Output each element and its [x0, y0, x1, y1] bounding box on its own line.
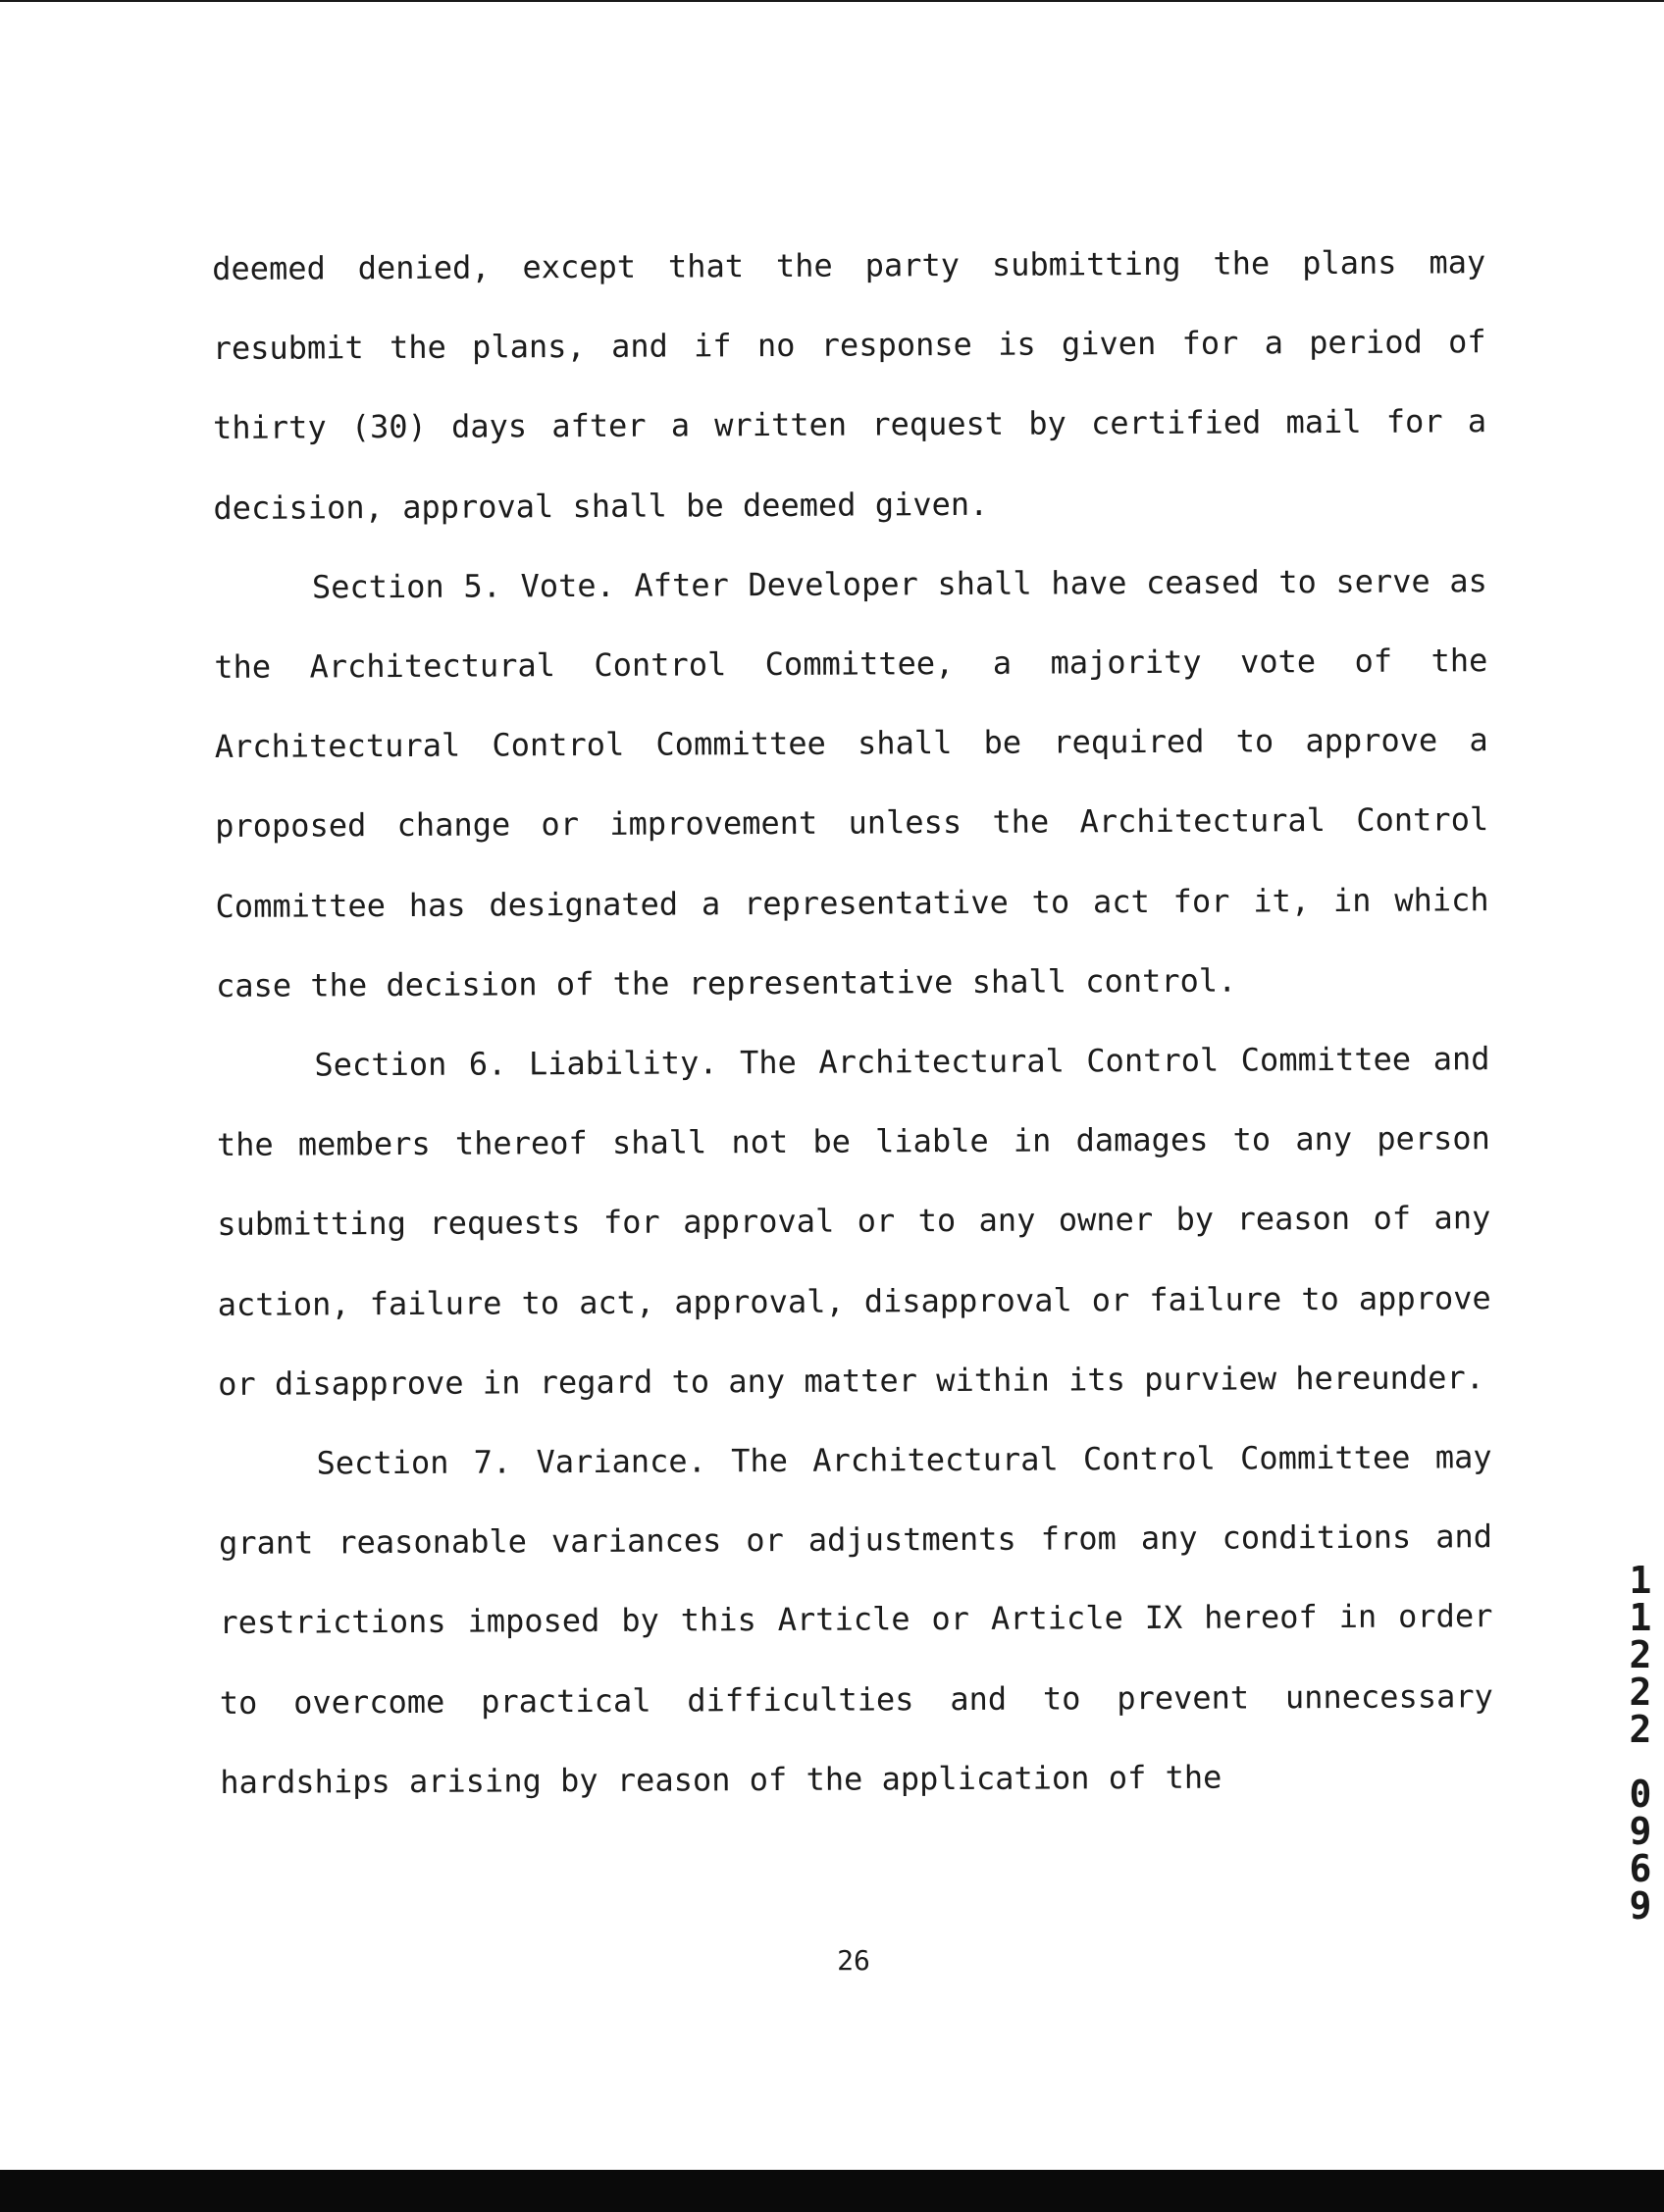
stamp-digit: 2 [1629, 1671, 1652, 1714]
paragraph-section-7-variance: Section 7. Variance. The Architectural Control Committee may grant reasonable variances or adjustments from any conditions and restrictions imposed by this Article or Article IX hereof in order to overcome practical difficulties and to prevent unnecessary hardships arising by reason of the application of the [218, 1438, 1493, 1801]
stamp-digit: 0 [1629, 1773, 1652, 1816]
paragraph-continuation: deemed denied, except that the party submitting the plans may resubmit the plans, and if no response is given for a period of thirty (30) days after a written request by certified mail for a decision, approval shall be deemed given. [212, 243, 1487, 527]
paragraph-section-5-vote: Section 5. Vote. After Developer shall have ceased to serve as the Architectural Control Committee, a majority vote of the Architectural Control Committee shall be required to approve a proposed change or improvement unless the Architectural Control Committee has designated a representative to act for it, in which case the decision of the representative shall control. [214, 562, 1489, 1004]
scan-bottom-border [0, 2170, 1664, 2212]
stamp-digit: 2 [1629, 1633, 1652, 1676]
paragraph-section-6-liability: Section 6. Liability. The Architectural Control Committee and the members thereof shall not be liable in damages to any person submitting requests for approval or to any owner by reason of any action, failure to act, approval, disapproval or failure to approve or disapprove in regard to any matter within its purview hereunder. [216, 1040, 1491, 1403]
stamp-digit: 9 [1629, 1810, 1652, 1853]
stamp-digit: 1 [1629, 1559, 1652, 1602]
side-document-number-stamp [1621, 1559, 1660, 1952]
stamp-group-second [1621, 1773, 1660, 1928]
stamp-digit: 6 [1629, 1847, 1652, 1890]
document-body [212, 223, 1493, 1823]
page-number: 26 [837, 1944, 870, 1977]
stamp-digit: 9 [1629, 1884, 1652, 1928]
stamp-digit: 2 [1629, 1708, 1652, 1751]
stamp-group-first [1621, 1559, 1660, 1751]
stamp-digit: 1 [1629, 1596, 1652, 1639]
